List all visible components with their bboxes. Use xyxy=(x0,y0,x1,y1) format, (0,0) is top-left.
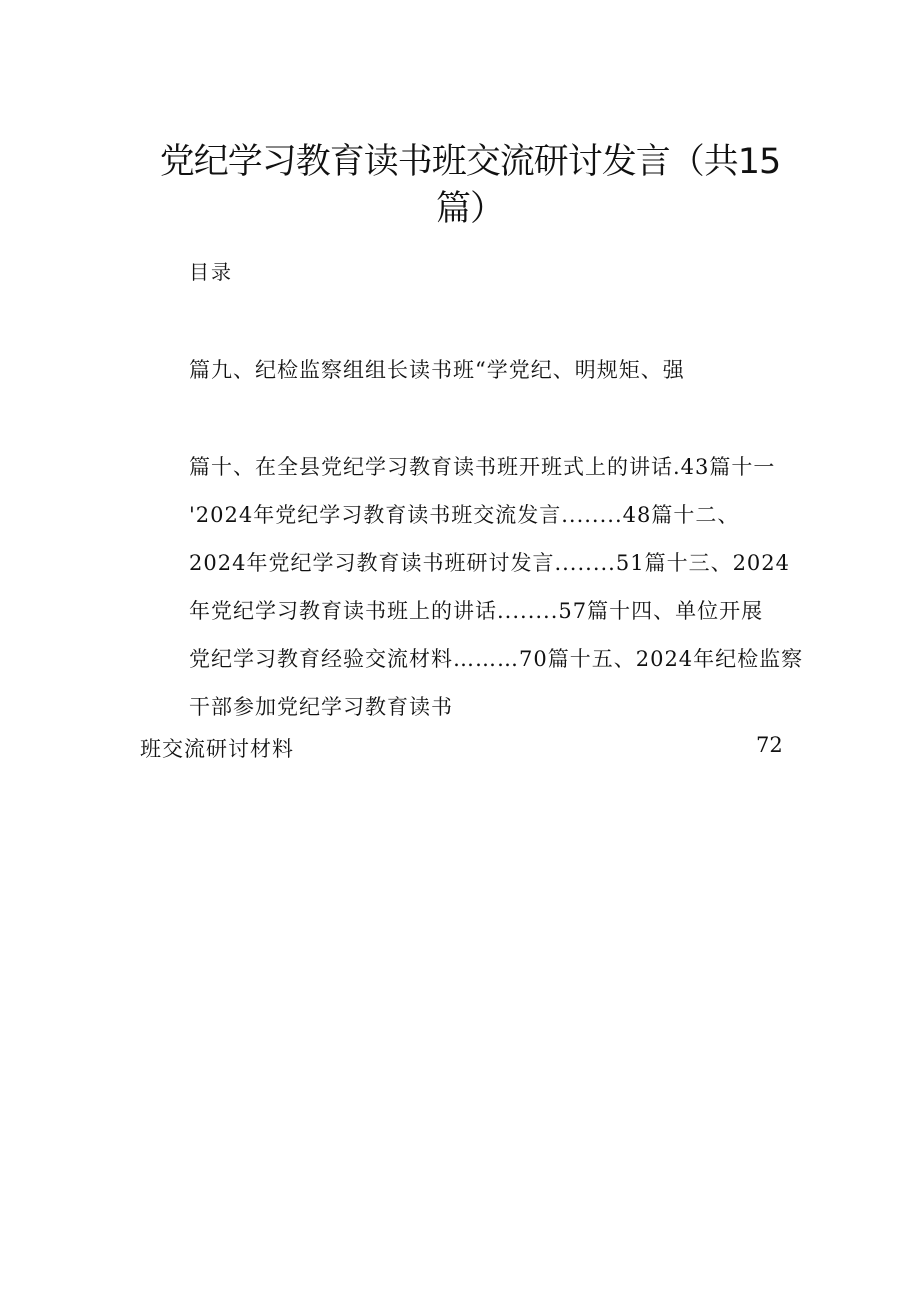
toc-line: 篇九、纪检监察组组长读书班“学党纪、明规矩、强 xyxy=(189,358,685,382)
toc-heading: 目录 xyxy=(189,260,233,284)
document-title-line-1: 党纪学习教育读书班交流研讨发言（共15 xyxy=(159,142,781,182)
toc-line: 班交流研讨材料 xyxy=(140,737,294,761)
toc-line: 党纪学习教育经验交流材料………70篇十五、2024年纪检监察 xyxy=(189,647,804,671)
toc-line: '2024年党纪学习教育读书班交流发言........48篇十二、 xyxy=(189,503,740,527)
toc-line: 篇十、在全县党纪学习教育读书班开班式上的讲话.43篇十一 xyxy=(189,455,776,479)
document-title-line-2: 篇） xyxy=(435,189,504,229)
toc-page-number: 72 xyxy=(756,733,783,757)
toc-line: 干部参加党纪学习教育读书 xyxy=(189,695,453,719)
toc-line: 年党纪学习教育读书班上的讲话........57篇十四、单位开展 xyxy=(189,599,764,623)
toc-line: 2024年党纪学习教育读书班研讨发言........51篇十三、2024 xyxy=(189,551,791,575)
